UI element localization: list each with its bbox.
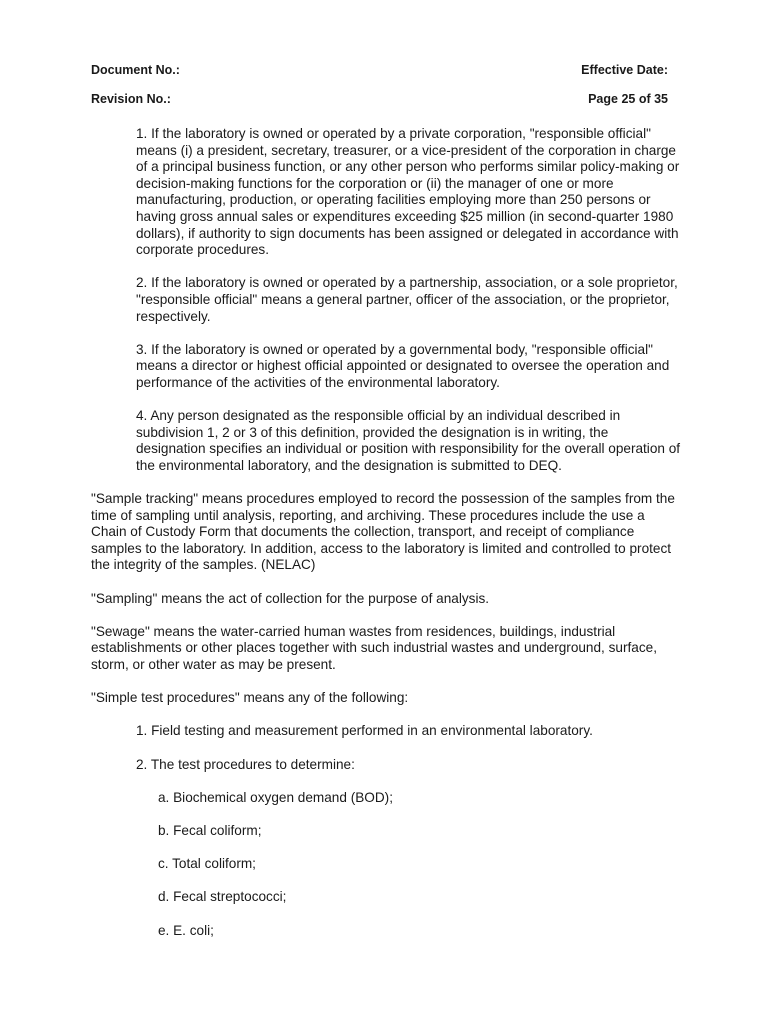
- list-item-test-procedures: 2. The test procedures to determine:: [136, 756, 355, 772]
- definition-sampling: "Sampling" means the act of collection for the purpose of analysis.: [91, 590, 490, 606]
- document-body: [91, 126, 681, 956]
- definition-sample-tracking: "Sample tracking" means procedures employed to record the possession of the samples from the time of sampling until analysis, reporting, and archiving. These procedures include the use a Chain of Custody Form that documents the collection, transport, and receipt of compliance samples to the laboratory. In addition, access to the laboratory is limited and controlled to protect the integrity of the samples. (NELAC): [91, 491, 675, 573]
- paragraph-partnership: 2. If the laboratory is owned or operated by a partnership, association, or a sole proprietor, "responsible official" means a general partner, officer of the association, or the proprietor, respectively.: [136, 275, 678, 324]
- revision-no-label: Revision No.:: [91, 92, 171, 106]
- paragraph-private-corporation: 1. If the laboratory is owned or operated by a private corporation, "responsible official" means (i) a president, secretary, treasurer, or a vice-president of the corporation in charge of a principal business function, or any other person who performs similar policy-making or decision-making functions for the corporation or (ii) the manager of one or more manufacturing, production, or operating facilities employing more than 250 persons or having gross annual sales or expenditures exceeding $25 million (in second-quarter 1980 dollars), if authority to sign documents has been assigned or delegated in accordance with corporate procedures.: [136, 126, 680, 258]
- sublist-item-fecal-streptococci: d. Fecal streptococci;: [158, 889, 287, 905]
- definition-simple-test-procedures: "Simple test procedures" means any of the following:: [91, 690, 409, 706]
- effective-date-label: Effective Date:: [581, 63, 668, 77]
- list-item-field-testing: 1. Field testing and measurement performed in an environmental laboratory.: [136, 723, 593, 739]
- paragraph-governmental-body: 3. If the laboratory is owned or operated by a governmental body, "responsible official" means a director or highest official appointed or designated to oversee the operation and performance of the activities of the environmental laboratory.: [136, 341, 670, 390]
- sublist-item-total-coliform: c. Total coliform;: [158, 856, 256, 872]
- paragraph-designated-person: 4. Any person designated as the responsible official by an individual described in subdivision 1, 2 or 3 of this definition, provided the designation is in writing, the designation specifies an individual or position with responsibility for the overall operation of the environmental laboratory, and the designation is submitted to DEQ.: [136, 408, 681, 473]
- definition-sewage: "Sewage" means the water-carried human wastes from residences, buildings, industrial establishments or other places together with such industrial wastes and underground, surface, storm, or other water as may be present.: [91, 623, 657, 672]
- sublist-item-bod: a. Biochemical oxygen demand (BOD);: [158, 789, 393, 805]
- sublist-item-e-coli: e. E. coli;: [158, 922, 214, 938]
- sublist-item-fecal-coliform: b. Fecal coliform;: [158, 822, 262, 838]
- page-number: Page 25 of 35: [588, 92, 668, 106]
- document-no-label: Document No.:: [91, 63, 180, 77]
